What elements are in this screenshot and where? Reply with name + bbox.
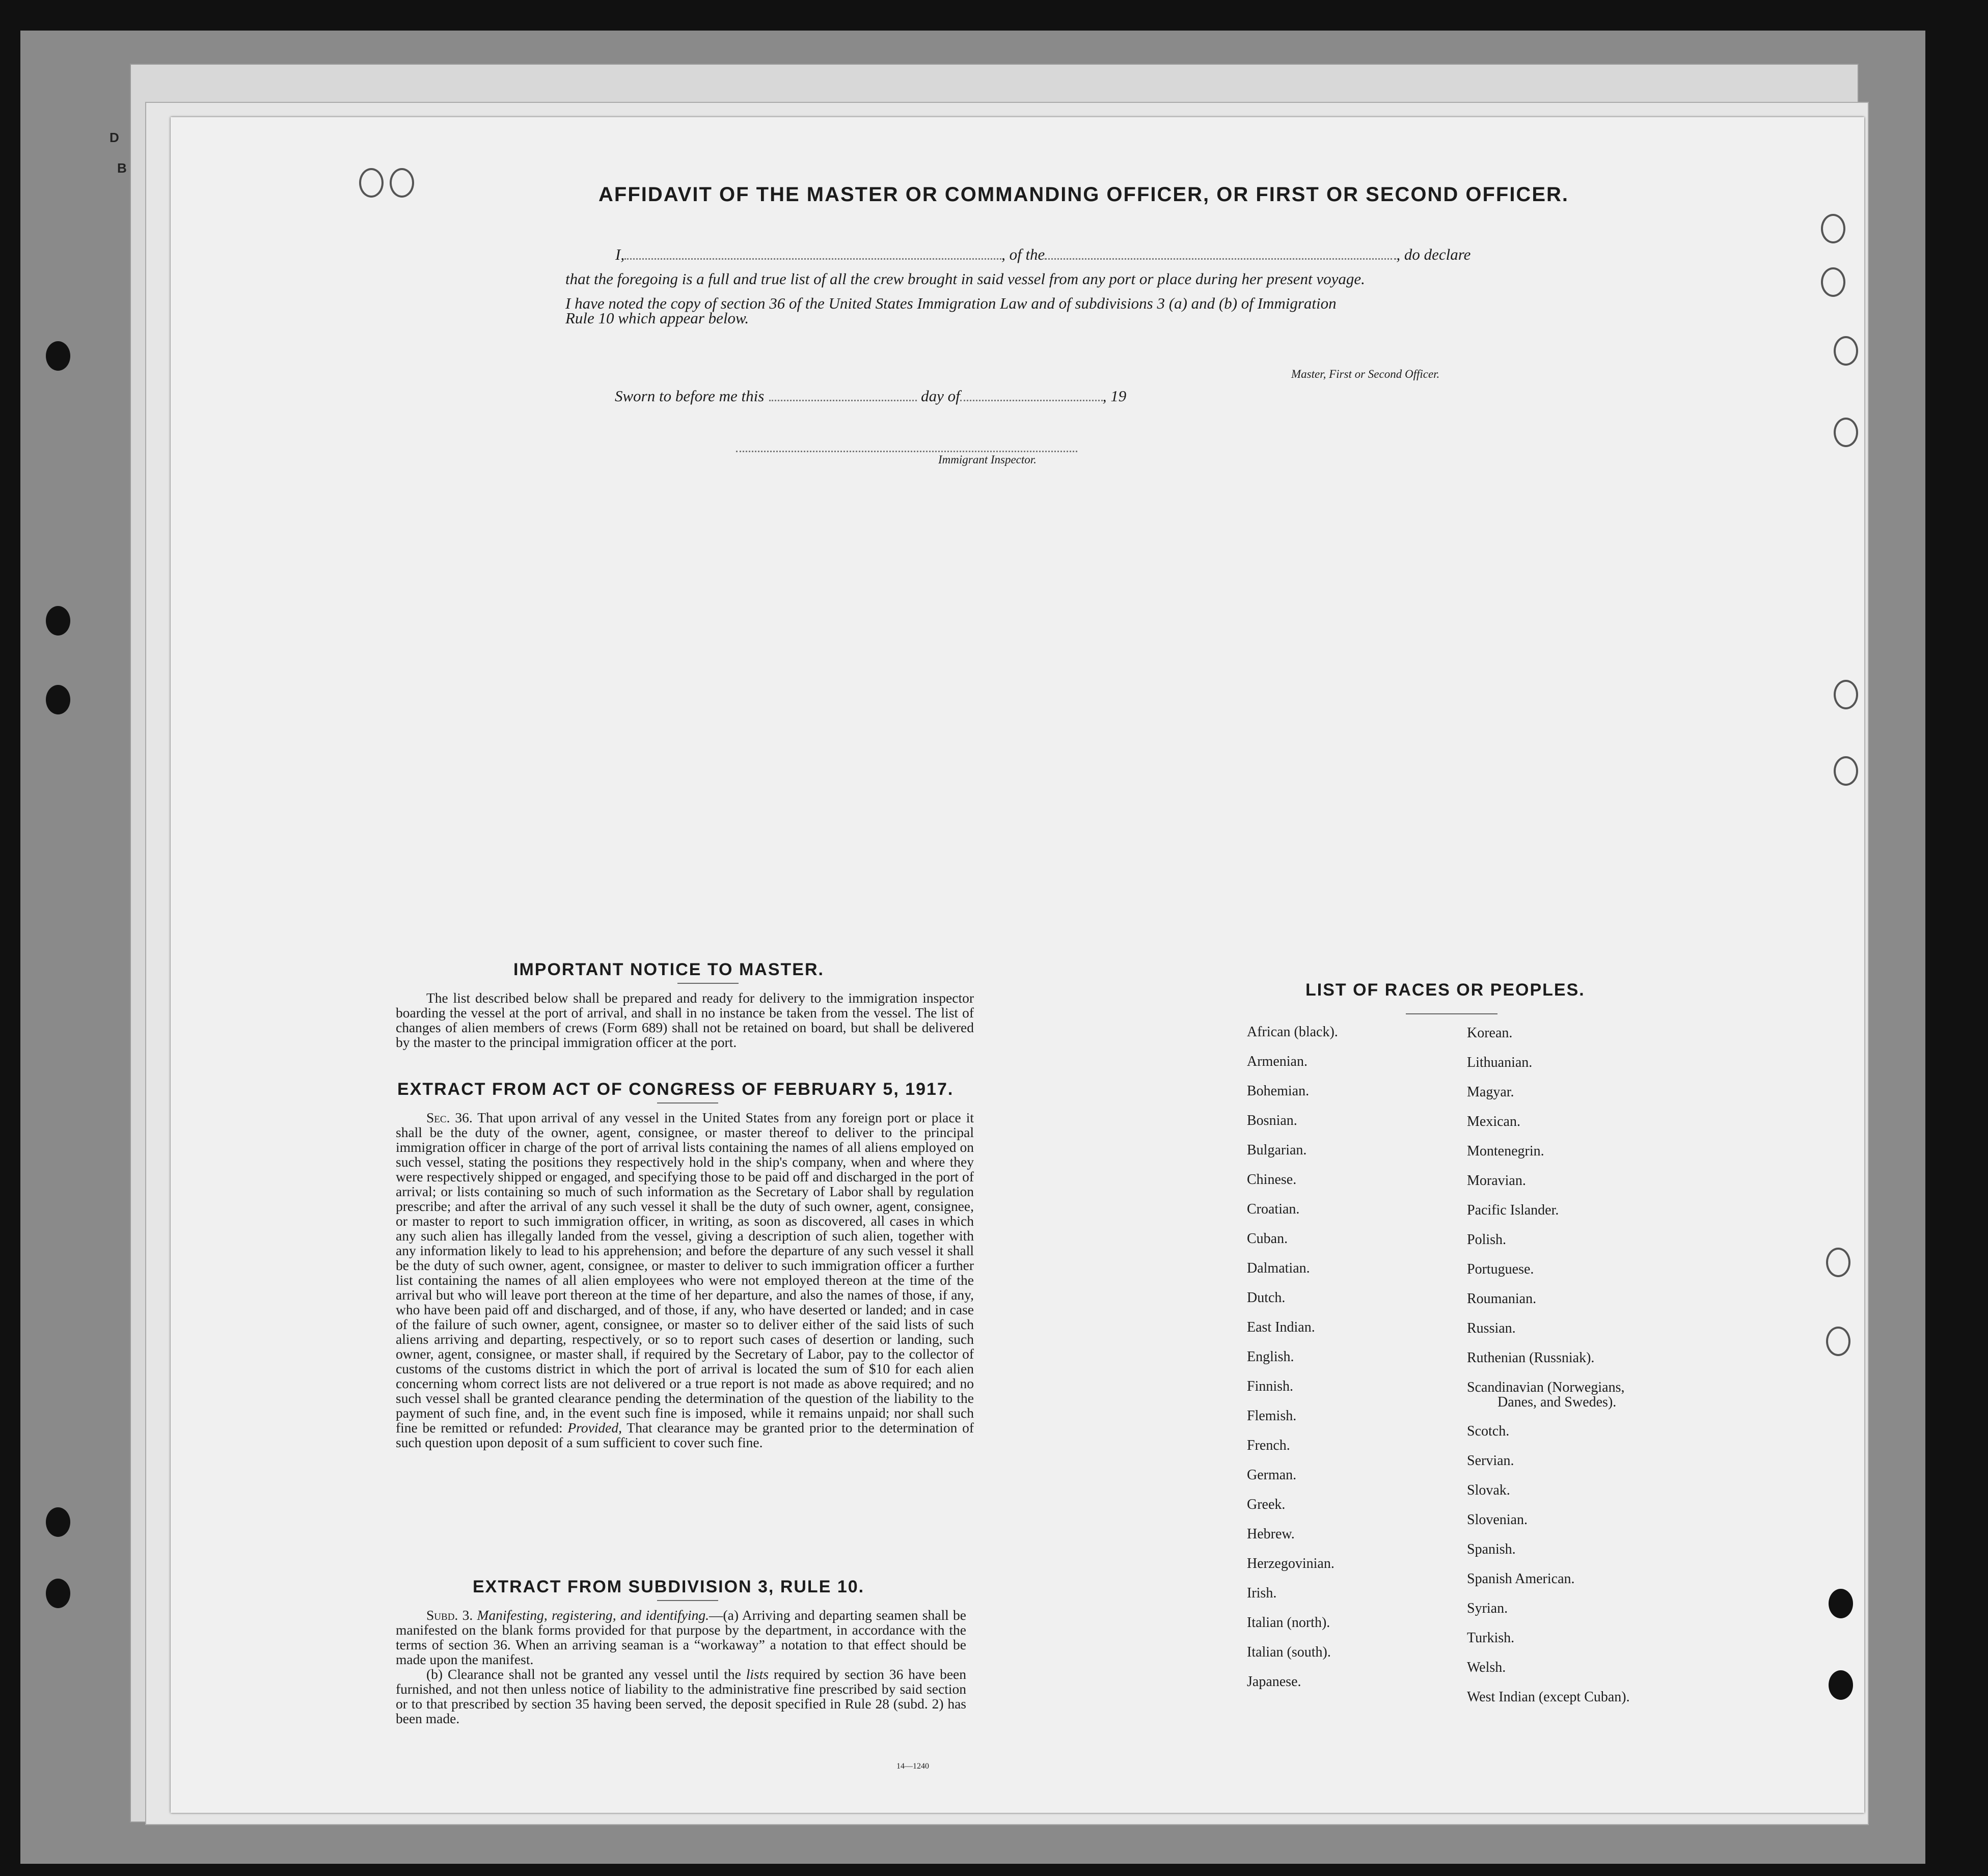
notice-text	[396, 990, 974, 1050]
punch-hole	[1829, 1589, 1853, 1618]
race-item: Syrian.	[1467, 1601, 1508, 1616]
lists-word: lists	[746, 1666, 769, 1682]
divider	[1406, 1013, 1497, 1014]
provided-word: Provided,	[567, 1420, 622, 1436]
race-item: Korean.	[1467, 1025, 1513, 1041]
races-right-column	[1467, 1018, 1630, 1712]
race-item: Turkish.	[1467, 1630, 1515, 1646]
race-item: East Indian.	[1247, 1319, 1315, 1335]
race-item: Herzegovinian.	[1247, 1556, 1335, 1571]
act-body-end: That clearance may be granted prior to the determination of such question upon deposit of a sum sufficient to cover such fine.	[396, 1420, 974, 1450]
races-left-column	[1247, 1017, 1338, 1697]
race-item: West Indian (except Cuban).	[1467, 1689, 1630, 1705]
section-label: Sec. 36.	[426, 1110, 473, 1125]
race-item: Italian (south).	[1247, 1644, 1331, 1660]
punch-hole	[46, 1507, 70, 1537]
punch-hole	[1821, 214, 1845, 243]
subd-b-text-end: required by section 36 have been furnished, and not then unless notice of liability to the administrative fine prescribed by said section or to that prescribed by section 35 having been served, the deposit specified in Rule 28 (subd. 2) has been made.	[396, 1666, 967, 1726]
race-item: German.	[1247, 1467, 1297, 1483]
name-blank	[624, 255, 1001, 260]
day-of-text: day of	[921, 387, 960, 405]
margin-mark: D	[110, 130, 119, 145]
declaration-line-4: Rule 10 which appear below.	[565, 309, 749, 327]
race-item: Montenegrin.	[1467, 1143, 1544, 1159]
race-item: French.	[1247, 1438, 1290, 1453]
act-title: EXTRACT FROM ACT OF CONGRESS OF FEBRUARY 5, 1917.	[397, 1080, 954, 1099]
vessel-blank	[1045, 255, 1396, 260]
rule-text	[396, 1608, 966, 1726]
race-item: Scotch.	[1467, 1423, 1510, 1439]
race-item: Slovenian.	[1467, 1512, 1528, 1528]
divider	[657, 1600, 718, 1601]
declaration-line-2: that the foregoing is a full and true list of all the crew brought in said vessel from any port or place during her present voyage.	[565, 270, 1365, 288]
race-item: Russian.	[1467, 1320, 1516, 1336]
race-item: Lithuanian.	[1467, 1055, 1533, 1070]
race-item: Chinese.	[1247, 1172, 1297, 1188]
race-item: Pacific Islander.	[1467, 1202, 1559, 1218]
race-item: Ruthenian (Russniak).	[1467, 1350, 1595, 1366]
subd-heading: Manifesting, registering, and identifying.	[477, 1607, 710, 1623]
race-item: Spanish American.	[1467, 1571, 1575, 1587]
race-item: Slovak.	[1467, 1482, 1510, 1498]
race-item: Irish.	[1247, 1585, 1277, 1601]
race-item: African (black).	[1247, 1024, 1338, 1040]
race-item: Bosnian.	[1247, 1113, 1297, 1128]
divider	[657, 1102, 718, 1103]
act-body: That upon arrival of any vessel in the United States from any foreign port or place it shall be the duty of the owner, agent, consignee, or master thereof to deliver to the principal immigration officer in charge of the port of arrival lists containing the names of all aliens employed on such vessel, stating the positions they respectively hold in the ship's company, when and where they were respectively shipped or engaged, and specifying those to be paid off and discharged in the port of arrival; or lists containing so much of such information as the Secretary of Labor shall by regulation prescribe; and after the arrival of any such vessel it shall be the duty of such owner, agent, consignee, or master to report to such immigration officer, in writing, as soon as discovered, all cases in which any such alien has illegally landed from the vessel, giving a description of such alien, together with any information likely to lead to his apprehension; and before the departure of any such vessel it shall be the duty of such owner, agent, consignee, or master to deliver to such immigration officer a further list containing the names of all alien employees who were not employed thereon at the time of the arrival but who will leave port thereon at the time of her departure, and also the names of those, if any, who have been paid off and discharged, and of those, if any, who have deserted or landed; and in case of the failure of such owner, agent, consignee, or master so to deliver either of the said lists of such aliens arriving and departing, respectively, or so to report such cases of desertion or landing, such owner, agent, consignee, or master shall, if required by the Secretary of Labor, pay to the collector of customs of the customs district in which the port of arrival is located the sum of $10 for each alien concerning whom correct lists are not delivered or a true report is not made as above required; and no such vessel shall be granted clearance pending the determination of the question of the liability to the payment of such fine, and, in the event such fine is imposed, while it remains unpaid; nor shall such fine be remitted or refunded:	[396, 1110, 974, 1436]
race-item: Moravian.	[1467, 1173, 1526, 1189]
declaration-of: , of the	[1001, 245, 1045, 263]
race-item: Japanese.	[1247, 1674, 1301, 1690]
punch-hole	[1826, 1327, 1850, 1356]
notice-paragraph: The list described below shall be prepared and ready for delivery to the immigration inspector boarding the vessel at the port of arrival, and shall in no instance be taken from the vessel. The list of changes of alien members of crews (Form 689) shall not be retained on board, but shall be delivered by the master to the principal immigration officer at the port.	[396, 990, 974, 1050]
inspector-signature-label: Immigrant Inspector.	[938, 453, 1037, 466]
race-item: Magyar.	[1467, 1084, 1514, 1100]
race-item: Cuban.	[1247, 1231, 1288, 1247]
subd-b-label: (b)	[426, 1666, 443, 1682]
race-item: Finnish.	[1247, 1378, 1294, 1394]
punch-hole	[390, 168, 414, 198]
declaration-line-3: I have noted the copy of section 36 of the United States Immigration Law and of subdivisions 3 (a) and (b) of Immigration	[565, 294, 1337, 312]
race-item: Armenian.	[1247, 1054, 1308, 1069]
master-signature-label: Master, First or Second Officer.	[1291, 368, 1440, 380]
race-item: Hebrew.	[1247, 1526, 1295, 1542]
subd-label: Subd. 3.	[426, 1607, 473, 1623]
race-item: Croatian.	[1247, 1201, 1300, 1217]
race-item: Bohemian.	[1247, 1083, 1310, 1099]
punch-hole	[46, 341, 70, 371]
notice-title: IMPORTANT NOTICE TO MASTER.	[513, 960, 824, 979]
punch-hole	[46, 606, 70, 636]
race-item: Bulgarian.	[1247, 1142, 1307, 1158]
race-item: Spanish.	[1467, 1541, 1516, 1557]
race-item: Roumanian.	[1467, 1291, 1537, 1307]
punch-hole	[1834, 336, 1858, 366]
month-blank	[960, 397, 1103, 401]
race-item: Dalmatian.	[1247, 1260, 1310, 1276]
race-item: Flemish.	[1247, 1408, 1297, 1424]
subd-b-text: Clearance shall not be granted any vessel until the	[448, 1666, 741, 1682]
sworn-line	[615, 387, 1126, 405]
punch-hole	[359, 168, 384, 198]
race-item: Scandinavian (Norwegians,	[1467, 1380, 1625, 1395]
race-item: Servian.	[1467, 1453, 1514, 1469]
punch-hole	[46, 685, 70, 714]
punch-hole	[1821, 267, 1845, 297]
punch-hole	[1834, 680, 1858, 709]
race-item: Greek.	[1247, 1497, 1286, 1512]
punch-hole	[1834, 418, 1858, 447]
sworn-text: Sworn to before me this	[615, 387, 765, 405]
races-title: LIST OF RACES OR PEOPLES.	[1305, 980, 1585, 1000]
race-item: Dutch.	[1247, 1290, 1286, 1306]
affidavit-title: AFFIDAVIT OF THE MASTER OR COMMANDING OFFICER, OR FIRST OR SECOND OFFICER.	[598, 183, 1569, 206]
race-item: Mexican.	[1467, 1114, 1520, 1129]
punch-hole	[1829, 1670, 1853, 1700]
race-item: English.	[1247, 1349, 1294, 1365]
race-item: Danes, and Swedes).	[1497, 1394, 1617, 1410]
rule-title: EXTRACT FROM SUBDIVISION 3, RULE 10.	[473, 1577, 865, 1596]
punch-hole	[1834, 756, 1858, 786]
year-text: , 19	[1102, 387, 1127, 405]
subd-a-text: —(a) Arriving and departing seamen shall be manifested on the blank forms provided for that purpose by the department, in accordance with the terms of section 36. When an arriving seaman is a “workaway” a notation to that effect should be made upon the manifest.	[396, 1607, 966, 1667]
race-item: Italian (north).	[1247, 1615, 1330, 1631]
margin-mark: B	[117, 160, 127, 176]
race-item: Welsh.	[1467, 1660, 1506, 1675]
declaration-i: I,	[615, 245, 625, 263]
act-text	[396, 1110, 974, 1450]
declaration-end: , do declare	[1396, 245, 1471, 263]
declaration-line-1	[615, 245, 1470, 264]
punch-hole	[1826, 1248, 1850, 1277]
day-blank	[769, 397, 917, 401]
divider	[677, 983, 739, 984]
punch-hole	[46, 1579, 70, 1608]
form-number: 14—1240	[896, 1762, 929, 1771]
race-item: Polish.	[1467, 1232, 1507, 1248]
race-item: Portuguese.	[1467, 1261, 1534, 1277]
